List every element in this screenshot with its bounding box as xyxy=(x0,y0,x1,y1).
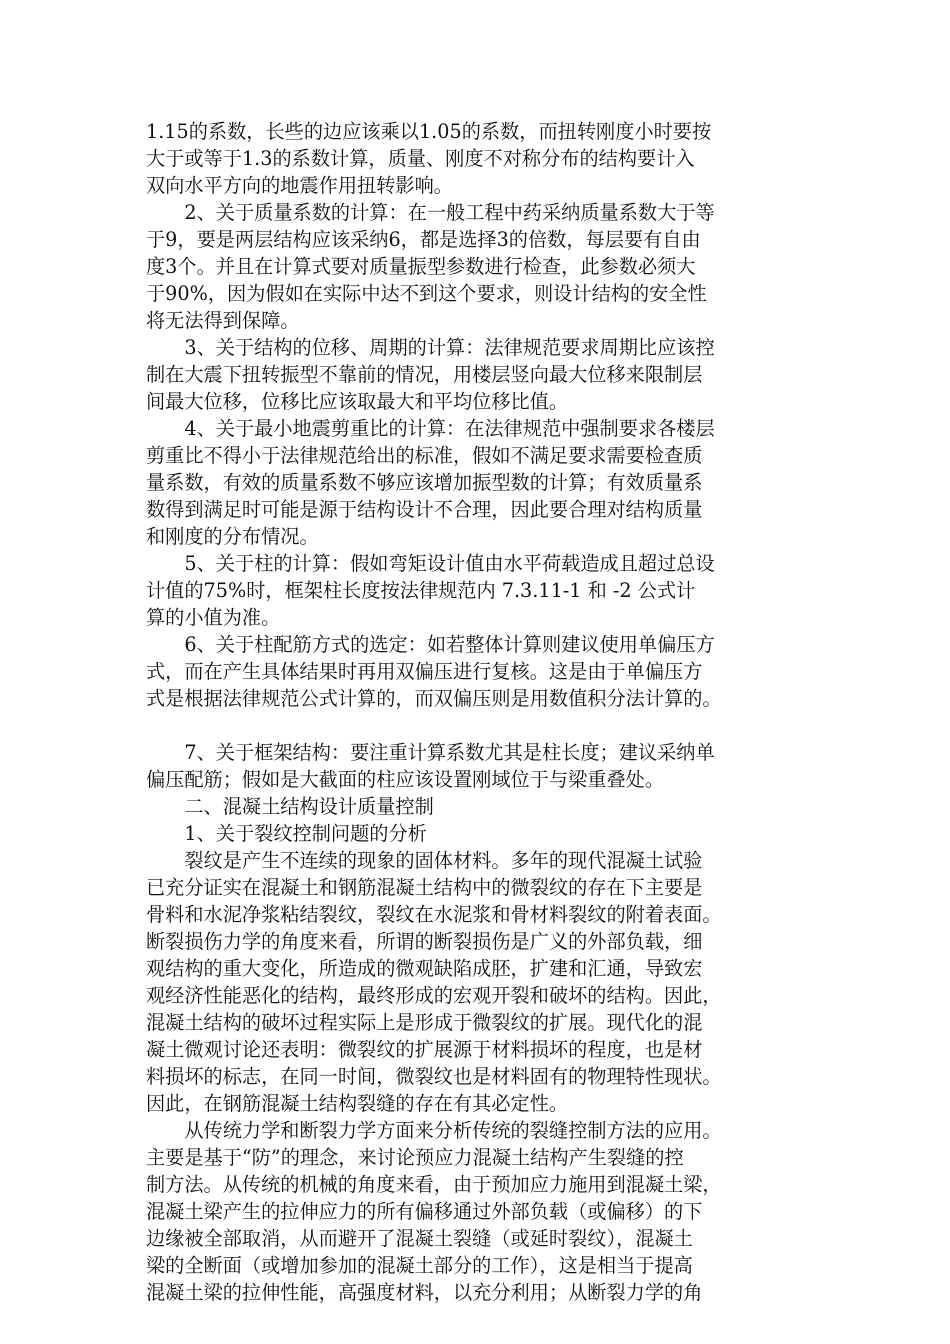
blank-line xyxy=(146,712,806,739)
paragraph-5: 5、关于柱的计算：假如弯矩设计值由水平荷载造成且超过总设 计值的75%时，框架柱长度按法律规范内 7.3.11-1 和 -2 公式计 算的小值为准。 xyxy=(146,552,715,629)
paragraph-7: 7、关于框架结构：要注重计算系数尤其是柱长度；建议采纳单 偏压配筋；假如是大截面的柱应该设置刚域位于与梁重叠处。 xyxy=(146,741,715,791)
paragraph-8: 裂纹是产生不连续的现象的固体材料。多年的现代混凝土试验 已充分证实在混凝土和钢筋混凝土结构中的微裂纹的存在下主要是 骨料和水泥净浆粘结裂纹，裂纹在水泥浆和骨材料裂纹的附着表面。 断裂损伤力学的角度来看，所谓的断裂损伤是广义的外部负载，细 观结构的重大变化，所造成的微观缺陷成胚，扩建和汇通，导致宏 观经济性能恶化的结构，最终形成的宏观开裂和破坏的结构。因此， 混凝土结构的破坏过程实际上是形成于微裂纹的扩展。现代化的混 凝土微观讨论还表明：微裂纹的扩展源于材料损坏的程度，也是材 料损坏的标志，在同一时间，微裂纹也是材料固有的物理特性现状。 因此，在钢筋混凝土结构裂缝的存在有其必定性。 xyxy=(146,849,722,1115)
subsection-heading: 1、关于裂纹控制问题的分析 xyxy=(146,822,427,845)
document-page xyxy=(146,118,806,1306)
paragraph-6: 6、关于柱配筋方式的选定：如若整体计算则建议使用单偏压方 式，而在产生具体结果时再用双偏压进行复核。这是由于单偏压方 式是根据法律规范公式计算的，而双偏压则是用数值积分法计算的。 xyxy=(146,633,722,710)
paragraph-2: 2、关于质量系数的计算：在一般工程中药采纳质量系数大于等 于9，要是两层结构应该采纳6，都是选择3的倍数，每层要有自由 度3个。并且在计算式要对质量振型参数进行检查，此参数必须大 于90%，因为假如在实际中达不到这个要求，则设计结构的安全性 将无法得到保障。 xyxy=(146,201,715,332)
paragraph-4: 4、关于最小地震剪重比的计算：在法律规范中强制要求各楼层 剪重比不得小于法律规范给出的标准，假如不满足要求需要检查质 量系数，有效的质量系数不够应该增加振型数的计算；有效质量系 数得到满足时可能是源于结构设计不合理，因此要合理对结构质量 和刚度的分布情况。 xyxy=(146,417,715,548)
paragraph-9: 从传统力学和断裂力学方面来分析传统的裂缝控制方法的应用。 主要是基于“防”的理念，来讨论预应力混凝土结构产生裂缝的控 制方法。从传统的机械的角度来看，由于预加应力施用到混凝土梁， 混凝土梁产生的拉伸应力的所有偏移通过外部负载（或偏移）的下 边缘被全部取消，从而避开了混凝土裂缝（或延时裂纹），混凝土 梁的全断面（或增加参加的混凝土部分的工作），这是相当于提高 混凝土梁的拉伸性能，高强度材料，以充分利用；从断裂力学的角 xyxy=(146,1119,722,1304)
section-heading: 二、混凝土结构设计质量控制 xyxy=(146,795,434,818)
paragraph-3: 3、关于结构的位移、周期的计算：法律规范要求周期比应该控 制在大震下扭转振型不靠前的情况，用楼层竖向最大位移来限制层 间最大位移，位移比应该取最大和平均位移比值。 xyxy=(146,336,715,413)
paragraph-1: 1.15的系数，长些的边应该乘以1.05的系数，而扭转刚度小时要按 大于或等于1.3的系数计算，质量、刚度不对称分布的结构要计入 双向水平方向的地震作用扭转影响。 xyxy=(146,120,712,197)
